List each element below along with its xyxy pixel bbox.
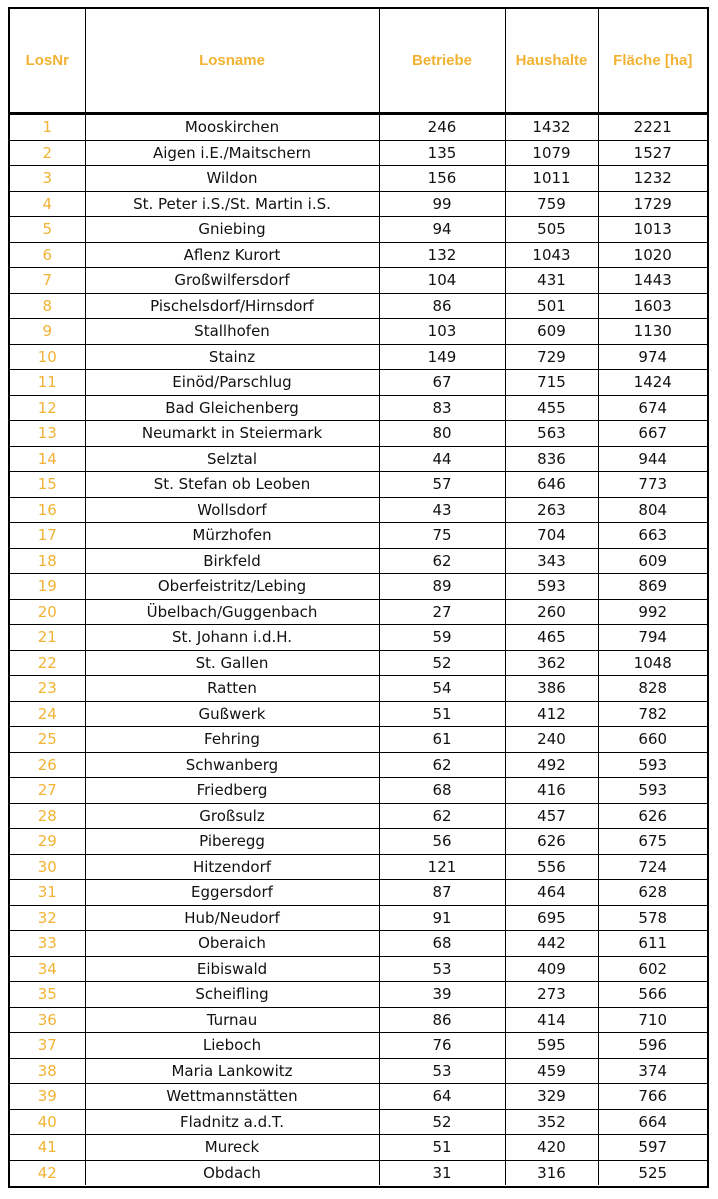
table-row	[10, 166, 707, 192]
cell-flaeche: 611	[598, 931, 707, 957]
cell-losname: Friedberg	[85, 778, 379, 804]
cell-haushalte: 416	[505, 778, 598, 804]
cell-betriebe: 86	[379, 1007, 505, 1033]
cell-losnr: 4	[10, 191, 85, 217]
table-row	[10, 650, 707, 676]
cell-betriebe: 51	[379, 1135, 505, 1161]
cell-losnr: 42	[10, 1160, 85, 1185]
table-row	[10, 574, 707, 600]
cell-losname: Eibiswald	[85, 956, 379, 982]
table-row	[10, 676, 707, 702]
cell-losname: Mürzhofen	[85, 523, 379, 549]
cell-losname: Bad Gleichenberg	[85, 395, 379, 421]
cell-flaeche: 710	[598, 1007, 707, 1033]
cell-flaeche: 593	[598, 752, 707, 778]
cell-losnr: 24	[10, 701, 85, 727]
cell-losname: Gniebing	[85, 217, 379, 243]
cell-haushalte: 343	[505, 548, 598, 574]
cell-haushalte: 263	[505, 497, 598, 523]
cell-losname: Scheifling	[85, 982, 379, 1008]
cell-losname: Mureck	[85, 1135, 379, 1161]
cell-betriebe: 56	[379, 829, 505, 855]
table-row	[10, 854, 707, 880]
cell-flaeche: 660	[598, 727, 707, 753]
cell-losnr: 31	[10, 880, 85, 906]
table-row	[10, 625, 707, 651]
cell-losnr: 22	[10, 650, 85, 676]
cell-haushalte: 414	[505, 1007, 598, 1033]
cell-losname: St. Stefan ob Leoben	[85, 472, 379, 498]
cell-haushalte: 609	[505, 319, 598, 345]
header-betriebe: Betriebe	[379, 9, 505, 114]
cell-losnr: 16	[10, 497, 85, 523]
cell-flaeche: 1048	[598, 650, 707, 676]
cell-flaeche: 1013	[598, 217, 707, 243]
cell-losnr: 41	[10, 1135, 85, 1161]
cell-flaeche: 609	[598, 548, 707, 574]
cell-haushalte: 595	[505, 1033, 598, 1059]
cell-flaeche: 1020	[598, 242, 707, 268]
cell-betriebe: 62	[379, 803, 505, 829]
cell-betriebe: 86	[379, 293, 505, 319]
table-row	[10, 803, 707, 829]
cell-haushalte: 464	[505, 880, 598, 906]
cell-flaeche: 1527	[598, 140, 707, 166]
cell-losname: Mooskirchen	[85, 114, 379, 141]
cell-haushalte: 704	[505, 523, 598, 549]
cell-betriebe: 76	[379, 1033, 505, 1059]
cell-betriebe: 89	[379, 574, 505, 600]
cell-flaeche: 992	[598, 599, 707, 625]
cell-losnr: 34	[10, 956, 85, 982]
cell-betriebe: 135	[379, 140, 505, 166]
cell-flaeche: 593	[598, 778, 707, 804]
cell-haushalte: 563	[505, 421, 598, 447]
cell-losname: Eggersdorf	[85, 880, 379, 906]
table-row	[10, 242, 707, 268]
cell-losname: St. Gallen	[85, 650, 379, 676]
cell-betriebe: 68	[379, 778, 505, 804]
cell-flaeche: 663	[598, 523, 707, 549]
cell-haushalte: 457	[505, 803, 598, 829]
cell-flaeche: 602	[598, 956, 707, 982]
cell-betriebe: 91	[379, 905, 505, 931]
cell-betriebe: 103	[379, 319, 505, 345]
cell-losnr: 20	[10, 599, 85, 625]
cell-losname: Pischelsdorf/Hirnsdorf	[85, 293, 379, 319]
cell-losnr: 9	[10, 319, 85, 345]
cell-losnr: 1	[10, 114, 85, 141]
cell-flaeche: 1603	[598, 293, 707, 319]
cell-flaeche: 1130	[598, 319, 707, 345]
cell-losname: Lieboch	[85, 1033, 379, 1059]
table-row	[10, 268, 707, 294]
cell-losnr: 28	[10, 803, 85, 829]
table-row	[10, 1033, 707, 1059]
cell-flaeche: 596	[598, 1033, 707, 1059]
cell-flaeche: 1232	[598, 166, 707, 192]
cell-flaeche: 525	[638, 1163, 668, 1182]
cell-losnr: 27	[10, 778, 85, 804]
cell-flaeche: 974	[598, 344, 707, 370]
cell-flaeche: 804	[598, 497, 707, 523]
cell-losnr: 15	[10, 472, 85, 498]
cell-losnr: 13	[10, 421, 85, 447]
cell-haushalte: 431	[505, 268, 598, 294]
cell-flaeche: 766	[598, 1084, 707, 1110]
cell-haushalte: 273	[505, 982, 598, 1008]
cell-haushalte: 1043	[505, 242, 598, 268]
table-row	[10, 1109, 707, 1135]
cell-losname: Hub/Neudorf	[85, 905, 379, 931]
table-row	[10, 1160, 707, 1185]
cell-losname: Oberaich	[85, 931, 379, 957]
cell-losname: Fladnitz a.d.T.	[85, 1109, 379, 1135]
cell-betriebe: 121	[379, 854, 505, 880]
cell-haushalte: 329	[505, 1084, 598, 1110]
cell-losname: Einöd/Parschlug	[85, 370, 379, 396]
cell-flaeche: 566	[598, 982, 707, 1008]
cell-betriebe: 80	[379, 421, 505, 447]
cell-betriebe: 62	[379, 548, 505, 574]
data-table-sheet	[8, 7, 709, 1188]
cell-haushalte: 1432	[505, 114, 598, 141]
cell-flaeche: 944	[598, 446, 707, 472]
cell-losname: Gußwerk	[85, 701, 379, 727]
cell-losname: Großwilfersdorf	[85, 268, 379, 294]
cell-losname: Aflenz Kurort	[85, 242, 379, 268]
cell-flaeche: 628	[598, 880, 707, 906]
cell-flaeche: 773	[598, 472, 707, 498]
cell-betriebe: 62	[379, 752, 505, 778]
header-losname: Losname	[85, 9, 379, 114]
table-row	[10, 905, 707, 931]
cell-haushalte: 593	[505, 574, 598, 600]
cell-losname: Hitzendorf	[85, 854, 379, 880]
cell-haushalte: 1011	[505, 166, 598, 192]
cell-flaeche: 2221	[598, 114, 707, 141]
cell-losname: Stainz	[85, 344, 379, 370]
cell-losname: Ratten	[85, 676, 379, 702]
cell-losname: Piberegg	[85, 829, 379, 855]
table-row	[10, 344, 707, 370]
cell-losnr: 29	[10, 829, 85, 855]
cell-haushalte: 459	[505, 1058, 598, 1084]
cell-haushalte: 1079	[505, 140, 598, 166]
cell-betriebe: 83	[379, 395, 505, 421]
cell-haushalte: 362	[505, 650, 598, 676]
data-table	[10, 9, 707, 1185]
cell-betriebe: 67	[379, 370, 505, 396]
cell-flaeche: 626	[598, 803, 707, 829]
cell-flaeche: 664	[598, 1109, 707, 1135]
cell-betriebe: 44	[379, 446, 505, 472]
cell-haushalte: 715	[505, 370, 598, 396]
cell-betriebe: 59	[379, 625, 505, 651]
cell-haushalte: 455	[505, 395, 598, 421]
cell-betriebe: 64	[379, 1084, 505, 1110]
table-row	[10, 548, 707, 574]
cell-losnr: 17	[10, 523, 85, 549]
cell-losname: Oberfeistritz/Lebing	[85, 574, 379, 600]
cell-haushalte: 420	[505, 1135, 598, 1161]
table-row	[10, 421, 707, 447]
cell-losnr: 40	[10, 1109, 85, 1135]
cell-flaeche: 828	[598, 676, 707, 702]
cell-losnr: 8	[10, 293, 85, 319]
cell-flaeche: 674	[598, 395, 707, 421]
cell-betriebe: 57	[379, 472, 505, 498]
cell-betriebe: 94	[379, 217, 505, 243]
cell-losnr: 7	[10, 268, 85, 294]
cell-haushalte: 240	[505, 727, 598, 753]
table-row	[10, 931, 707, 957]
table-row	[10, 1058, 707, 1084]
cell-losnr: 35	[10, 982, 85, 1008]
cell-flaeche: 597	[598, 1135, 707, 1161]
cell-losnr: 14	[10, 446, 85, 472]
cell-flaeche: 578	[598, 905, 707, 931]
table-row	[10, 829, 707, 855]
cell-betriebe: 156	[379, 166, 505, 192]
cell-haushalte: 695	[505, 905, 598, 931]
cell-haushalte: 759	[505, 191, 598, 217]
cell-haushalte: 465	[505, 625, 598, 651]
cell-flaeche: 724	[598, 854, 707, 880]
cell-losname: Neumarkt in Steiermark	[85, 421, 379, 447]
cell-flaeche: 374	[598, 1058, 707, 1084]
table-row	[10, 370, 707, 396]
cell-losname: Obdach	[85, 1160, 379, 1185]
cell-losnr: 5	[10, 217, 85, 243]
cell-losnr: 19	[10, 574, 85, 600]
cell-losname: Wettmannstätten	[85, 1084, 379, 1110]
header-flaeche: Fläche [ha]	[598, 9, 707, 114]
table-row	[10, 191, 707, 217]
cell-haushalte: 316	[505, 1160, 598, 1185]
cell-losname: St. Johann i.d.H.	[85, 625, 379, 651]
cell-haushalte: 505	[505, 217, 598, 243]
cell-haushalte: 646	[505, 472, 598, 498]
cell-betriebe: 104	[379, 268, 505, 294]
header-row	[10, 9, 707, 114]
cell-losname: Schwanberg	[85, 752, 379, 778]
table-row	[10, 446, 707, 472]
cell-losname: St. Peter i.S./St. Martin i.S.	[85, 191, 379, 217]
table-row	[10, 497, 707, 523]
header-haushalte: Haushalte	[505, 9, 598, 114]
cell-betriebe: 75	[379, 523, 505, 549]
table-row	[10, 1084, 707, 1110]
table-row	[10, 880, 707, 906]
cell-haushalte: 556	[505, 854, 598, 880]
table-row	[10, 982, 707, 1008]
cell-flaeche: 869	[598, 574, 707, 600]
cell-losname: Fehring	[85, 727, 379, 753]
cell-losname: Aigen i.E./Maitschern	[85, 140, 379, 166]
cell-flaeche: 667	[598, 421, 707, 447]
cell-losnr: 3	[10, 166, 85, 192]
table-row	[10, 778, 707, 804]
cell-flaeche: 1424	[598, 370, 707, 396]
cell-losname: Wollsdorf	[85, 497, 379, 523]
cell-betriebe: 54	[379, 676, 505, 702]
table-row	[10, 956, 707, 982]
cell-haushalte: 492	[505, 752, 598, 778]
table-row	[10, 472, 707, 498]
cell-betriebe: 132	[379, 242, 505, 268]
cell-losnr: 21	[10, 625, 85, 651]
cell-losnr: 2	[10, 140, 85, 166]
cell-losnr: 32	[10, 905, 85, 931]
cell-losnr: 10	[10, 344, 85, 370]
cell-haushalte: 836	[505, 446, 598, 472]
header-losnr: LosNr	[10, 9, 85, 114]
cell-losnr: 30	[10, 854, 85, 880]
cell-betriebe: 87	[379, 880, 505, 906]
cell-losnr: 26	[10, 752, 85, 778]
cell-losnr: 12	[10, 395, 85, 421]
cell-haushalte: 386	[505, 676, 598, 702]
cell-betriebe: 53	[379, 1058, 505, 1084]
cell-betriebe: 51	[379, 701, 505, 727]
cell-losname: Maria Lankowitz	[85, 1058, 379, 1084]
cell-losname: Selztal	[85, 446, 379, 472]
cell-flaeche: 1729	[598, 191, 707, 217]
cell-haushalte: 352	[505, 1109, 598, 1135]
cell-haushalte: 501	[505, 293, 598, 319]
table-row	[10, 293, 707, 319]
cell-losname: Birkfeld	[85, 548, 379, 574]
cell-betriebe: 246	[379, 114, 505, 141]
table-row	[10, 727, 707, 753]
cell-losnr: 37	[10, 1033, 85, 1059]
cell-betriebe: 149	[379, 344, 505, 370]
cell-losnr: 33	[10, 931, 85, 957]
table-header	[10, 9, 707, 114]
cell-losnr: 18	[10, 548, 85, 574]
cell-betriebe: 99	[379, 191, 505, 217]
cell-losname: Übelbach/Guggenbach	[85, 599, 379, 625]
cell-haushalte: 409	[505, 956, 598, 982]
cell-betriebe: 52	[379, 1109, 505, 1135]
cell-losname: Stallhofen	[85, 319, 379, 345]
cell-flaeche: 1443	[598, 268, 707, 294]
cell-haushalte: 626	[505, 829, 598, 855]
cell-betriebe: 68	[379, 931, 505, 957]
cell-losnr: 6	[10, 242, 85, 268]
table-body	[10, 114, 707, 1186]
table-row	[10, 599, 707, 625]
cell-losnr: 38	[10, 1058, 85, 1084]
cell-flaeche: 794	[598, 625, 707, 651]
cell-haushalte: 729	[505, 344, 598, 370]
cell-betriebe: 52	[379, 650, 505, 676]
table-row	[10, 217, 707, 243]
cell-haushalte: 412	[505, 701, 598, 727]
cell-betriebe: 31	[379, 1160, 505, 1185]
cell-losnr: 39	[10, 1084, 85, 1110]
table-row	[10, 701, 707, 727]
cell-losname: Wildon	[85, 166, 379, 192]
cell-losnr: 25	[10, 727, 85, 753]
cell-losnr: 23	[10, 676, 85, 702]
cell-betriebe: 27	[379, 599, 505, 625]
table-row	[10, 395, 707, 421]
table-row	[10, 1007, 707, 1033]
cell-losname: Großsulz	[85, 803, 379, 829]
cell-losnr: 11	[10, 370, 85, 396]
cell-betriebe: 43	[379, 497, 505, 523]
cell-losname: Turnau	[85, 1007, 379, 1033]
cell-haushalte: 260	[505, 599, 598, 625]
cell-betriebe: 61	[379, 727, 505, 753]
cell-losnr: 36	[10, 1007, 85, 1033]
cell-betriebe: 53	[379, 956, 505, 982]
table-row	[10, 140, 707, 166]
table-row	[10, 114, 707, 141]
cell-haushalte: 442	[505, 931, 598, 957]
cell-flaeche: 782	[598, 701, 707, 727]
cell-betriebe: 39	[379, 982, 505, 1008]
table-row	[10, 319, 707, 345]
table-row	[10, 752, 707, 778]
table-row	[10, 523, 707, 549]
table-row	[10, 1135, 707, 1161]
cell-flaeche: 675	[598, 829, 707, 855]
